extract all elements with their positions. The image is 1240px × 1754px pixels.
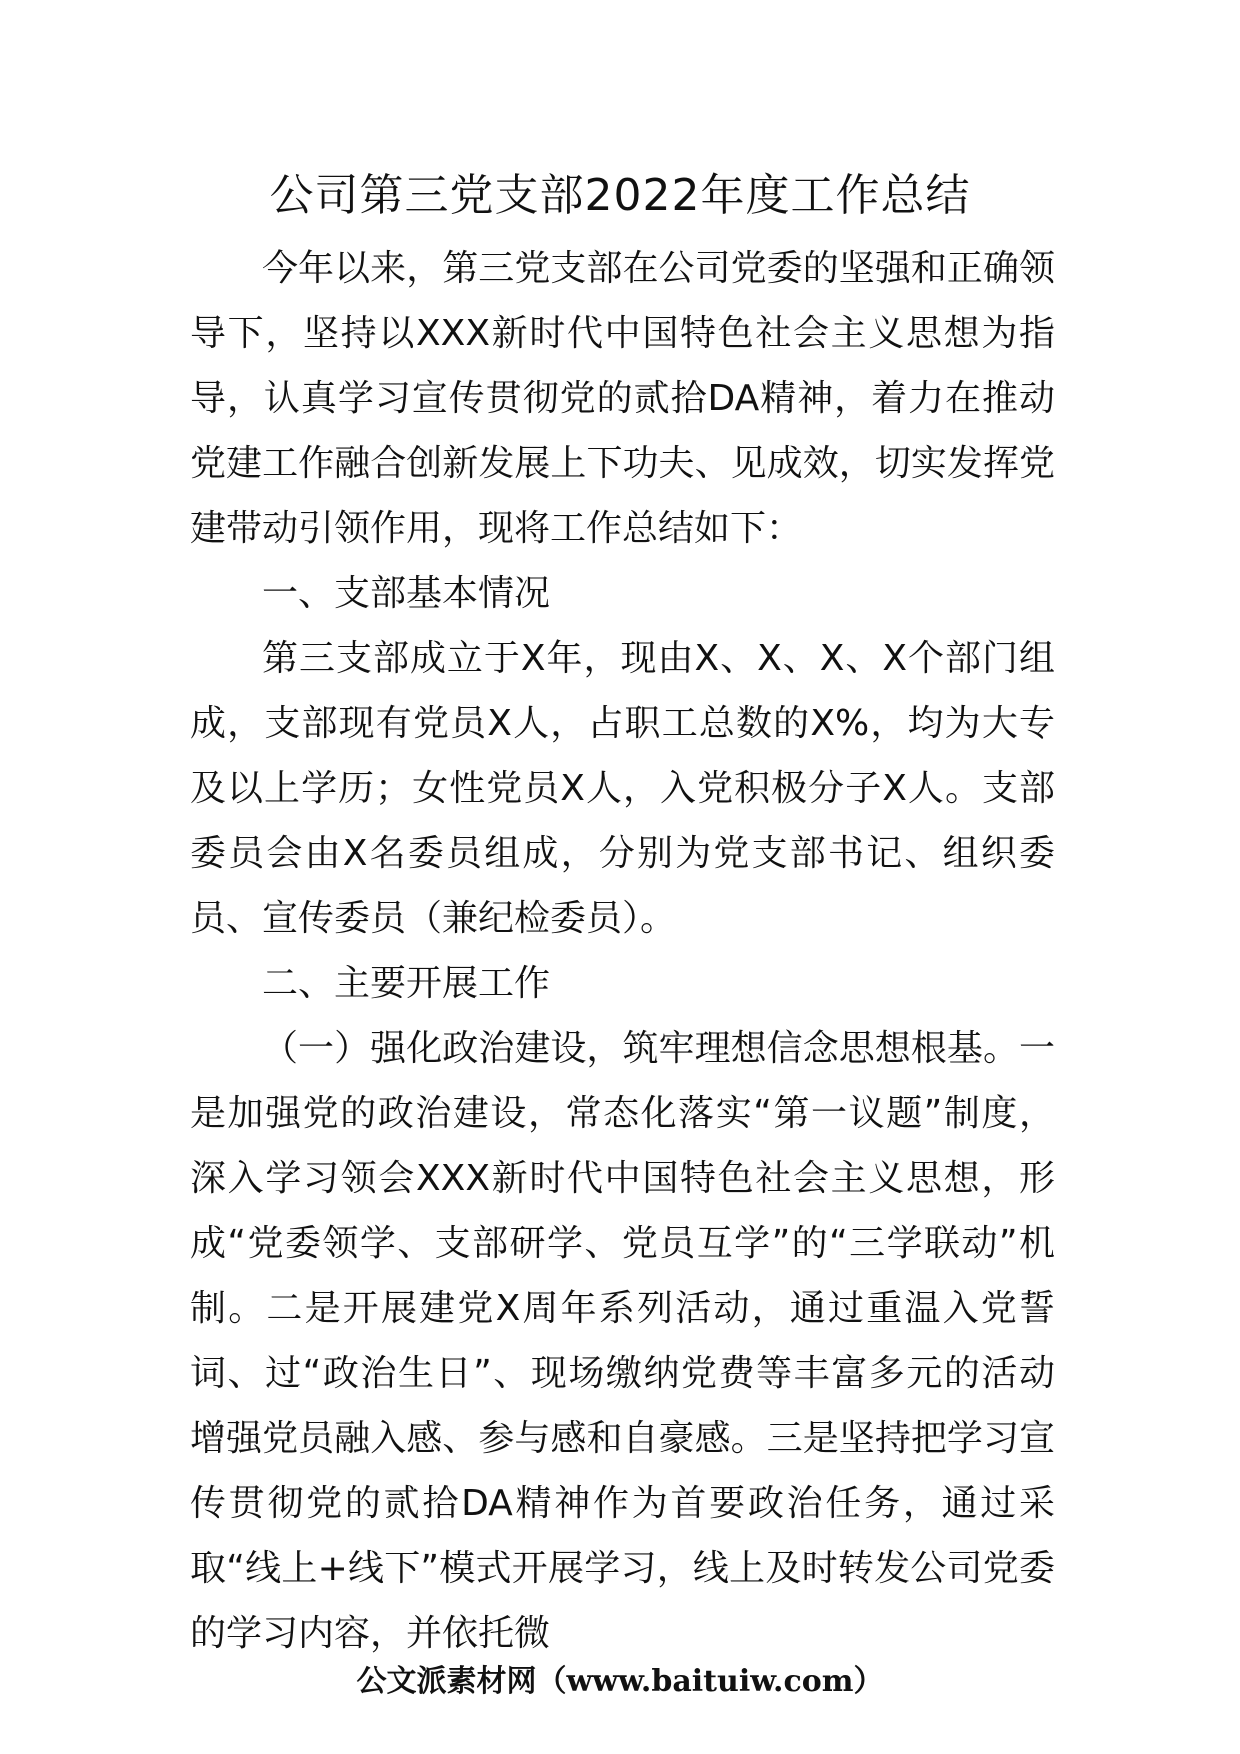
document-body bbox=[190, 236, 1055, 1666]
branch-info-paragraph: 第三支部成立于X年，现由X、X、X、X个部门组成，支部现有党员X人，占职工总数的X%，均为大专及以上学历；女性党员X人，入党积极分子X人。支部委员会由X名委员组成，分别为党支部书记、组织委员、宣传委员（兼纪检委员）。 bbox=[190, 638, 1055, 939]
document-title: 公司第三党支部2022年度工作总结 bbox=[269, 170, 971, 221]
political-building-paragraph: （一）强化政治建设，筑牢理想信念思想根基。一是加强党的政治建设，常态化落实“第一议题”制度，深入学习领会XXX新时代中国特色社会主义思想，形成“党委领学、支部研学、党员互学”的“三学联动”机制。二是开展建党X周年系列活动，通过重温入党誓词、过“政治生日”、现场缴纳党费等丰富多元的活动增强党员融入感、参与感和自豪感。三是坚持把学习宣传贯彻党的贰拾DA精神作为首要政治任务，通过采取“线上+线下”模式开展学习，线上及时转发公司党委的学习内容，并依托微 bbox=[190, 1028, 1055, 1654]
section-heading-2: 二、主要开展工作 bbox=[262, 963, 551, 1004]
section-heading-1: 一、支部基本情况 bbox=[262, 573, 551, 614]
intro-paragraph: 今年以来，第三党支部在公司党委的坚强和正确领导下，坚持以XXX新时代中国特色社会主义思想为指导，认真学习宣传贯彻党的贰拾DA精神，着力在推动党建工作融合创新发展上下功夫、见成效，切实发挥党建带动引领作用，现将工作总结如下： bbox=[190, 248, 1055, 549]
footer-watermark: 公文派素材网（www.baituiw.com） bbox=[356, 1664, 884, 1699]
